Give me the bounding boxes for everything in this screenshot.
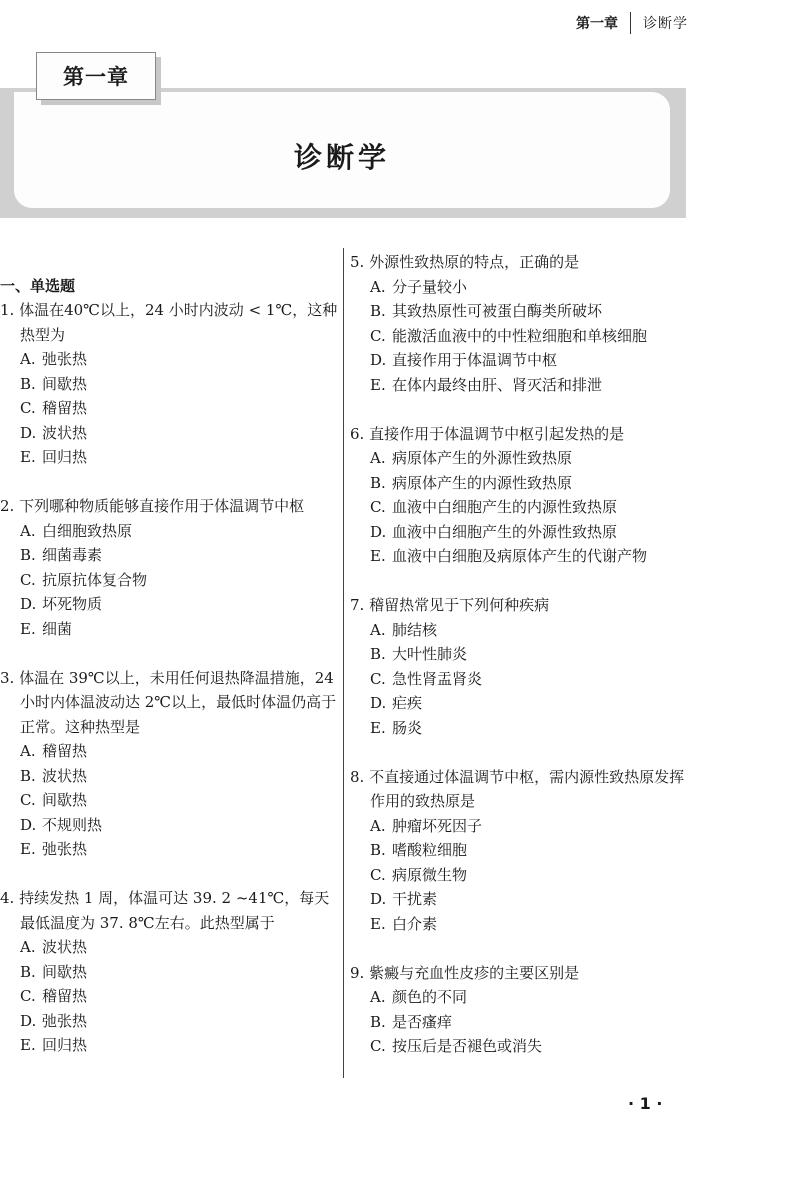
- question: [0, 666, 338, 862]
- question-stem: 6. 直接作用于体温调节中枢引起发热的是: [350, 424, 625, 443]
- question-stem: 9. 紫癜与充血性皮疹的主要区别是: [350, 963, 580, 982]
- option-text: 间歇热: [42, 962, 88, 981]
- option-letter: B.: [20, 374, 36, 393]
- question: [0, 298, 338, 470]
- option: [0, 347, 338, 372]
- option-text: 按压后是否褪色或消失: [392, 1037, 543, 1055]
- option-letter: D.: [20, 815, 37, 834]
- option-text: 能激活血液中的中性粒细胞和单核细胞: [392, 326, 648, 345]
- option: [350, 446, 695, 471]
- question-stem: 1. 体温在40℃以上，24 小时内波动 < 1℃，这种热型为: [0, 301, 338, 344]
- option: [0, 372, 338, 397]
- chapter-title: 诊断学: [293, 141, 390, 174]
- option-letter: A.: [20, 521, 36, 540]
- option-text: 稽留热: [42, 742, 88, 760]
- option: [350, 814, 695, 839]
- option: [350, 912, 695, 937]
- column-divider: [343, 248, 344, 1078]
- option: [350, 667, 695, 692]
- option-list: [350, 814, 695, 937]
- left-column: [0, 274, 338, 1082]
- question: [350, 961, 695, 1059]
- option-text: 细菌毒素: [42, 546, 103, 564]
- running-header-divider: [630, 12, 631, 34]
- option-text: 在体内最终由肝、肾灭活和排泄: [392, 375, 603, 394]
- option-letter: B.: [370, 645, 386, 663]
- option-letter: A.: [20, 742, 36, 760]
- option-letter: E.: [370, 914, 386, 933]
- option: [0, 837, 338, 862]
- option: [0, 1033, 338, 1058]
- option: [350, 716, 695, 741]
- option-letter: A.: [20, 350, 36, 368]
- option: [350, 348, 695, 373]
- running-header: [576, 12, 688, 34]
- option-text: 病原体产生的内源性致热原: [392, 473, 573, 492]
- option-letter: C.: [20, 399, 36, 417]
- chapter-banner: [0, 88, 686, 218]
- option: [0, 592, 338, 617]
- question-stem: 8. 不直接通过体温调节中枢，需内源性致热原发挥作用的致热原是: [350, 767, 685, 810]
- question: [0, 494, 338, 641]
- option-letter: D.: [370, 694, 387, 712]
- question: [350, 422, 695, 569]
- option-text: 血液中白细胞及病原体产生的代谢产物: [392, 547, 648, 565]
- option: [0, 813, 338, 838]
- option-letter: A.: [370, 816, 386, 835]
- option-text: 波状热: [42, 423, 88, 442]
- option: [0, 935, 338, 960]
- option: [350, 887, 695, 912]
- option-letter: D.: [370, 522, 387, 541]
- option-letter: A.: [370, 277, 386, 296]
- option: [350, 471, 695, 496]
- option-letter: D.: [370, 890, 387, 908]
- question: [350, 250, 695, 397]
- option: [350, 520, 695, 545]
- option: [0, 519, 338, 544]
- option-letter: A.: [370, 449, 386, 467]
- section-title: 一、单选题: [0, 277, 76, 295]
- option-letter: E.: [20, 448, 36, 466]
- option-letter: E.: [20, 840, 36, 858]
- option-letter: C.: [370, 865, 386, 884]
- option-letter: C.: [20, 791, 36, 809]
- option: [350, 618, 695, 643]
- question: [350, 765, 695, 937]
- option-letter: C.: [20, 570, 36, 589]
- option-letter: A.: [370, 988, 386, 1006]
- option: [350, 985, 695, 1010]
- option-text: 肿瘤坏死因子: [392, 816, 483, 835]
- option-text: 直接作用于体温调节中枢: [392, 351, 558, 369]
- option-text: 病原体产生的外源性致热原: [392, 449, 573, 467]
- chapter-tab: 第一章: [36, 52, 156, 100]
- option-text: 白介素: [392, 914, 438, 933]
- question-stem: 4. 持续发热 1 周，体温可达 39. 2 ~41℃，每天最低温度为 37. 8℃左右。此热型属于: [0, 889, 330, 932]
- option-text: 弛张热: [42, 840, 88, 858]
- option-letter: E.: [20, 1036, 36, 1054]
- option: [0, 739, 338, 764]
- option-letter: E.: [370, 375, 386, 394]
- option-text: 白细胞致热原: [42, 521, 133, 540]
- option: [0, 984, 338, 1009]
- option-letter: C.: [370, 326, 386, 345]
- option-letter: C.: [370, 498, 386, 516]
- page-number: · 1 ·: [628, 1094, 663, 1113]
- option-list: [0, 519, 338, 642]
- option: [0, 568, 338, 593]
- option-text: 稽留热: [42, 399, 88, 417]
- option-list: [350, 985, 695, 1059]
- question: [0, 886, 338, 1058]
- option-text: 弛张热: [42, 350, 88, 368]
- option-list: [350, 618, 695, 741]
- option-letter: B.: [370, 302, 386, 320]
- question-stem: 3. 体温在 39℃以上，未用任何退热降温措施，24 小时内体温波动达 2℃以上，最低时体温仍高于正常。这种热型是: [0, 668, 337, 736]
- option-letter: D.: [20, 595, 37, 613]
- option-text: 嗜酸粒细胞: [392, 841, 468, 859]
- option-text: 颜色的不同: [392, 988, 468, 1006]
- running-header-title: 诊断学: [643, 16, 688, 32]
- option-text: 细菌: [42, 619, 73, 638]
- option-letter: B.: [20, 766, 36, 785]
- option-text: 病原微生物: [392, 865, 468, 884]
- option-text: 抗原抗体复合物: [42, 570, 148, 589]
- option-letter: C.: [20, 987, 36, 1005]
- option: [350, 275, 695, 300]
- option-list: [0, 347, 338, 470]
- option: [350, 1034, 695, 1059]
- option: [350, 691, 695, 716]
- option: [0, 764, 338, 789]
- option-text: 肠炎: [392, 718, 423, 737]
- option-letter: A.: [370, 620, 386, 639]
- option-list: [0, 739, 338, 862]
- option: [350, 495, 695, 520]
- option-text: 波状热: [42, 938, 88, 956]
- option-text: 间歇热: [42, 374, 88, 393]
- option: [350, 863, 695, 888]
- option-letter: D.: [370, 351, 387, 369]
- option-text: 坏死物质: [42, 595, 103, 613]
- question-stem: 2. 下列哪种物质能够直接作用于体温调节中枢: [0, 497, 305, 515]
- option: [350, 299, 695, 324]
- option-letter: B.: [20, 962, 36, 981]
- option-text: 肺结核: [392, 620, 438, 639]
- question-stem: 5. 外源性致热原的特点，正确的是: [350, 253, 580, 271]
- option-text: 急性肾盂肾炎: [392, 669, 483, 688]
- option: [0, 960, 338, 985]
- option-text: 血液中白细胞产生的外源性致热原: [392, 522, 618, 541]
- option-text: 血液中白细胞产生的内源性致热原: [392, 498, 618, 516]
- option-letter: C.: [370, 669, 386, 688]
- chapter-banner-panel: [14, 92, 670, 208]
- option-letter: E.: [370, 718, 386, 737]
- option: [0, 396, 338, 421]
- option-list: [350, 275, 695, 398]
- option-list: [0, 935, 338, 1058]
- option-text: 干扰素: [392, 890, 438, 908]
- option-text: 其致热原性可被蛋白酶类所破坏: [392, 302, 603, 320]
- option: [0, 1009, 338, 1034]
- question: [350, 593, 695, 740]
- option-letter: E.: [370, 547, 386, 565]
- option-text: 回归热: [42, 1036, 88, 1054]
- option-text: 回归热: [42, 448, 88, 466]
- option: [0, 788, 338, 813]
- option-text: 弛张热: [42, 1011, 88, 1030]
- option-letter: B.: [370, 841, 386, 859]
- option: [350, 838, 695, 863]
- option-letter: A.: [20, 938, 36, 956]
- running-header-chapter: 第一章: [576, 16, 618, 32]
- option: [0, 617, 338, 642]
- question-stem: 7. 稽留热常见于下列何种疾病: [350, 596, 550, 614]
- option-text: 是否瘙痒: [392, 1012, 453, 1031]
- option-text: 分子量较小: [392, 277, 468, 296]
- option-list: [350, 446, 695, 569]
- option-letter: B.: [370, 1012, 386, 1031]
- right-column: [350, 250, 695, 1083]
- option-letter: C.: [370, 1037, 386, 1055]
- option-text: 疟疾: [392, 694, 423, 712]
- option: [350, 642, 695, 667]
- option-letter: D.: [20, 423, 37, 442]
- option-text: 大叶性肺炎: [392, 645, 468, 663]
- option: [0, 421, 338, 446]
- option: [0, 445, 338, 470]
- option-text: 间歇热: [42, 791, 88, 809]
- option-letter: B.: [20, 546, 36, 564]
- option-text: 不规则热: [42, 815, 103, 834]
- option-letter: E.: [20, 619, 36, 638]
- option-letter: D.: [20, 1011, 37, 1030]
- option: [350, 1010, 695, 1035]
- option: [350, 324, 695, 349]
- option-text: 波状热: [42, 766, 88, 785]
- option-letter: B.: [370, 473, 386, 492]
- option-text: 稽留热: [42, 987, 88, 1005]
- option: [350, 544, 695, 569]
- option: [0, 543, 338, 568]
- option: [350, 373, 695, 398]
